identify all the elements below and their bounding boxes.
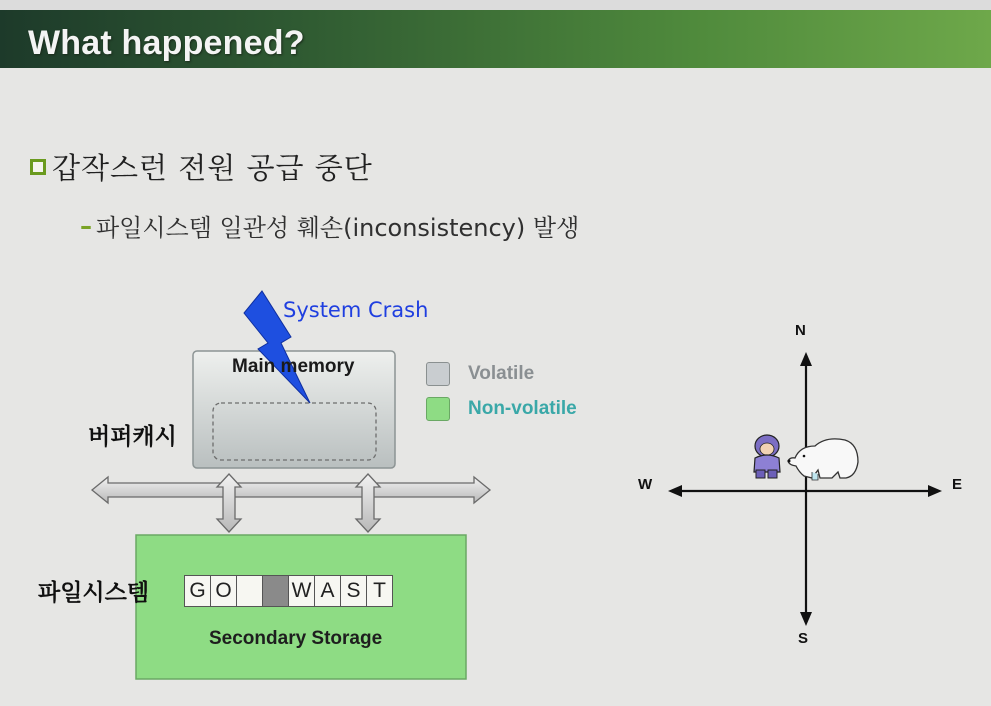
- arrow-down-icon: [800, 612, 812, 626]
- bus-arrow: [92, 477, 490, 503]
- bullet-1-text: 갑작스런 전원 공급 중단: [52, 151, 373, 185]
- fs-cell: T: [366, 575, 393, 607]
- dash-bullet-icon: –: [80, 211, 92, 240]
- fs-cell: S: [340, 575, 367, 607]
- legend-non-volatile-label: Non-volatile: [468, 398, 577, 419]
- polar-bear-icon: [788, 439, 859, 480]
- fs-cell-corrupted: [262, 575, 289, 607]
- compass-north-label: N: [795, 322, 806, 339]
- fs-cell: W: [288, 575, 315, 607]
- secondary-storage-label: Secondary Storage: [209, 628, 383, 649]
- legend-volatile-swatch: [426, 362, 450, 386]
- compass-east-label: E: [952, 476, 963, 493]
- legend-non-volatile-swatch: [426, 397, 450, 421]
- compass-south-label: S: [798, 630, 809, 647]
- fs-cell: O: [210, 575, 237, 607]
- compass-west-label: W: [638, 476, 653, 493]
- person-icon: [754, 435, 780, 478]
- bullet-2-text: 파일시스템 일관성 훼손(inconsistency) 발생: [96, 214, 580, 242]
- main-memory-label: Main memory: [232, 356, 355, 377]
- filesystem-label: 파일시스템: [38, 580, 150, 606]
- bus-link-arrow-left: [217, 474, 241, 532]
- legend-non-volatile: [426, 397, 577, 421]
- fs-cell: G: [184, 575, 211, 607]
- bus-link-arrow-right: [356, 474, 380, 532]
- buffer-cache-label: 버퍼캐시: [88, 424, 177, 450]
- filesystem-cells: [184, 575, 392, 607]
- crash-label: System Crash: [283, 298, 429, 322]
- legend-volatile-label: Volatile: [468, 363, 535, 384]
- slide-title: What happened?: [28, 24, 305, 62]
- arrow-left-icon: [668, 485, 682, 497]
- fs-cell: A: [314, 575, 341, 607]
- fs-cell: [236, 575, 263, 607]
- secondary-storage-box: [136, 535, 466, 679]
- legend-volatile: [426, 362, 534, 386]
- arrow-up-icon: [800, 352, 812, 366]
- arrow-right-icon: [928, 485, 942, 497]
